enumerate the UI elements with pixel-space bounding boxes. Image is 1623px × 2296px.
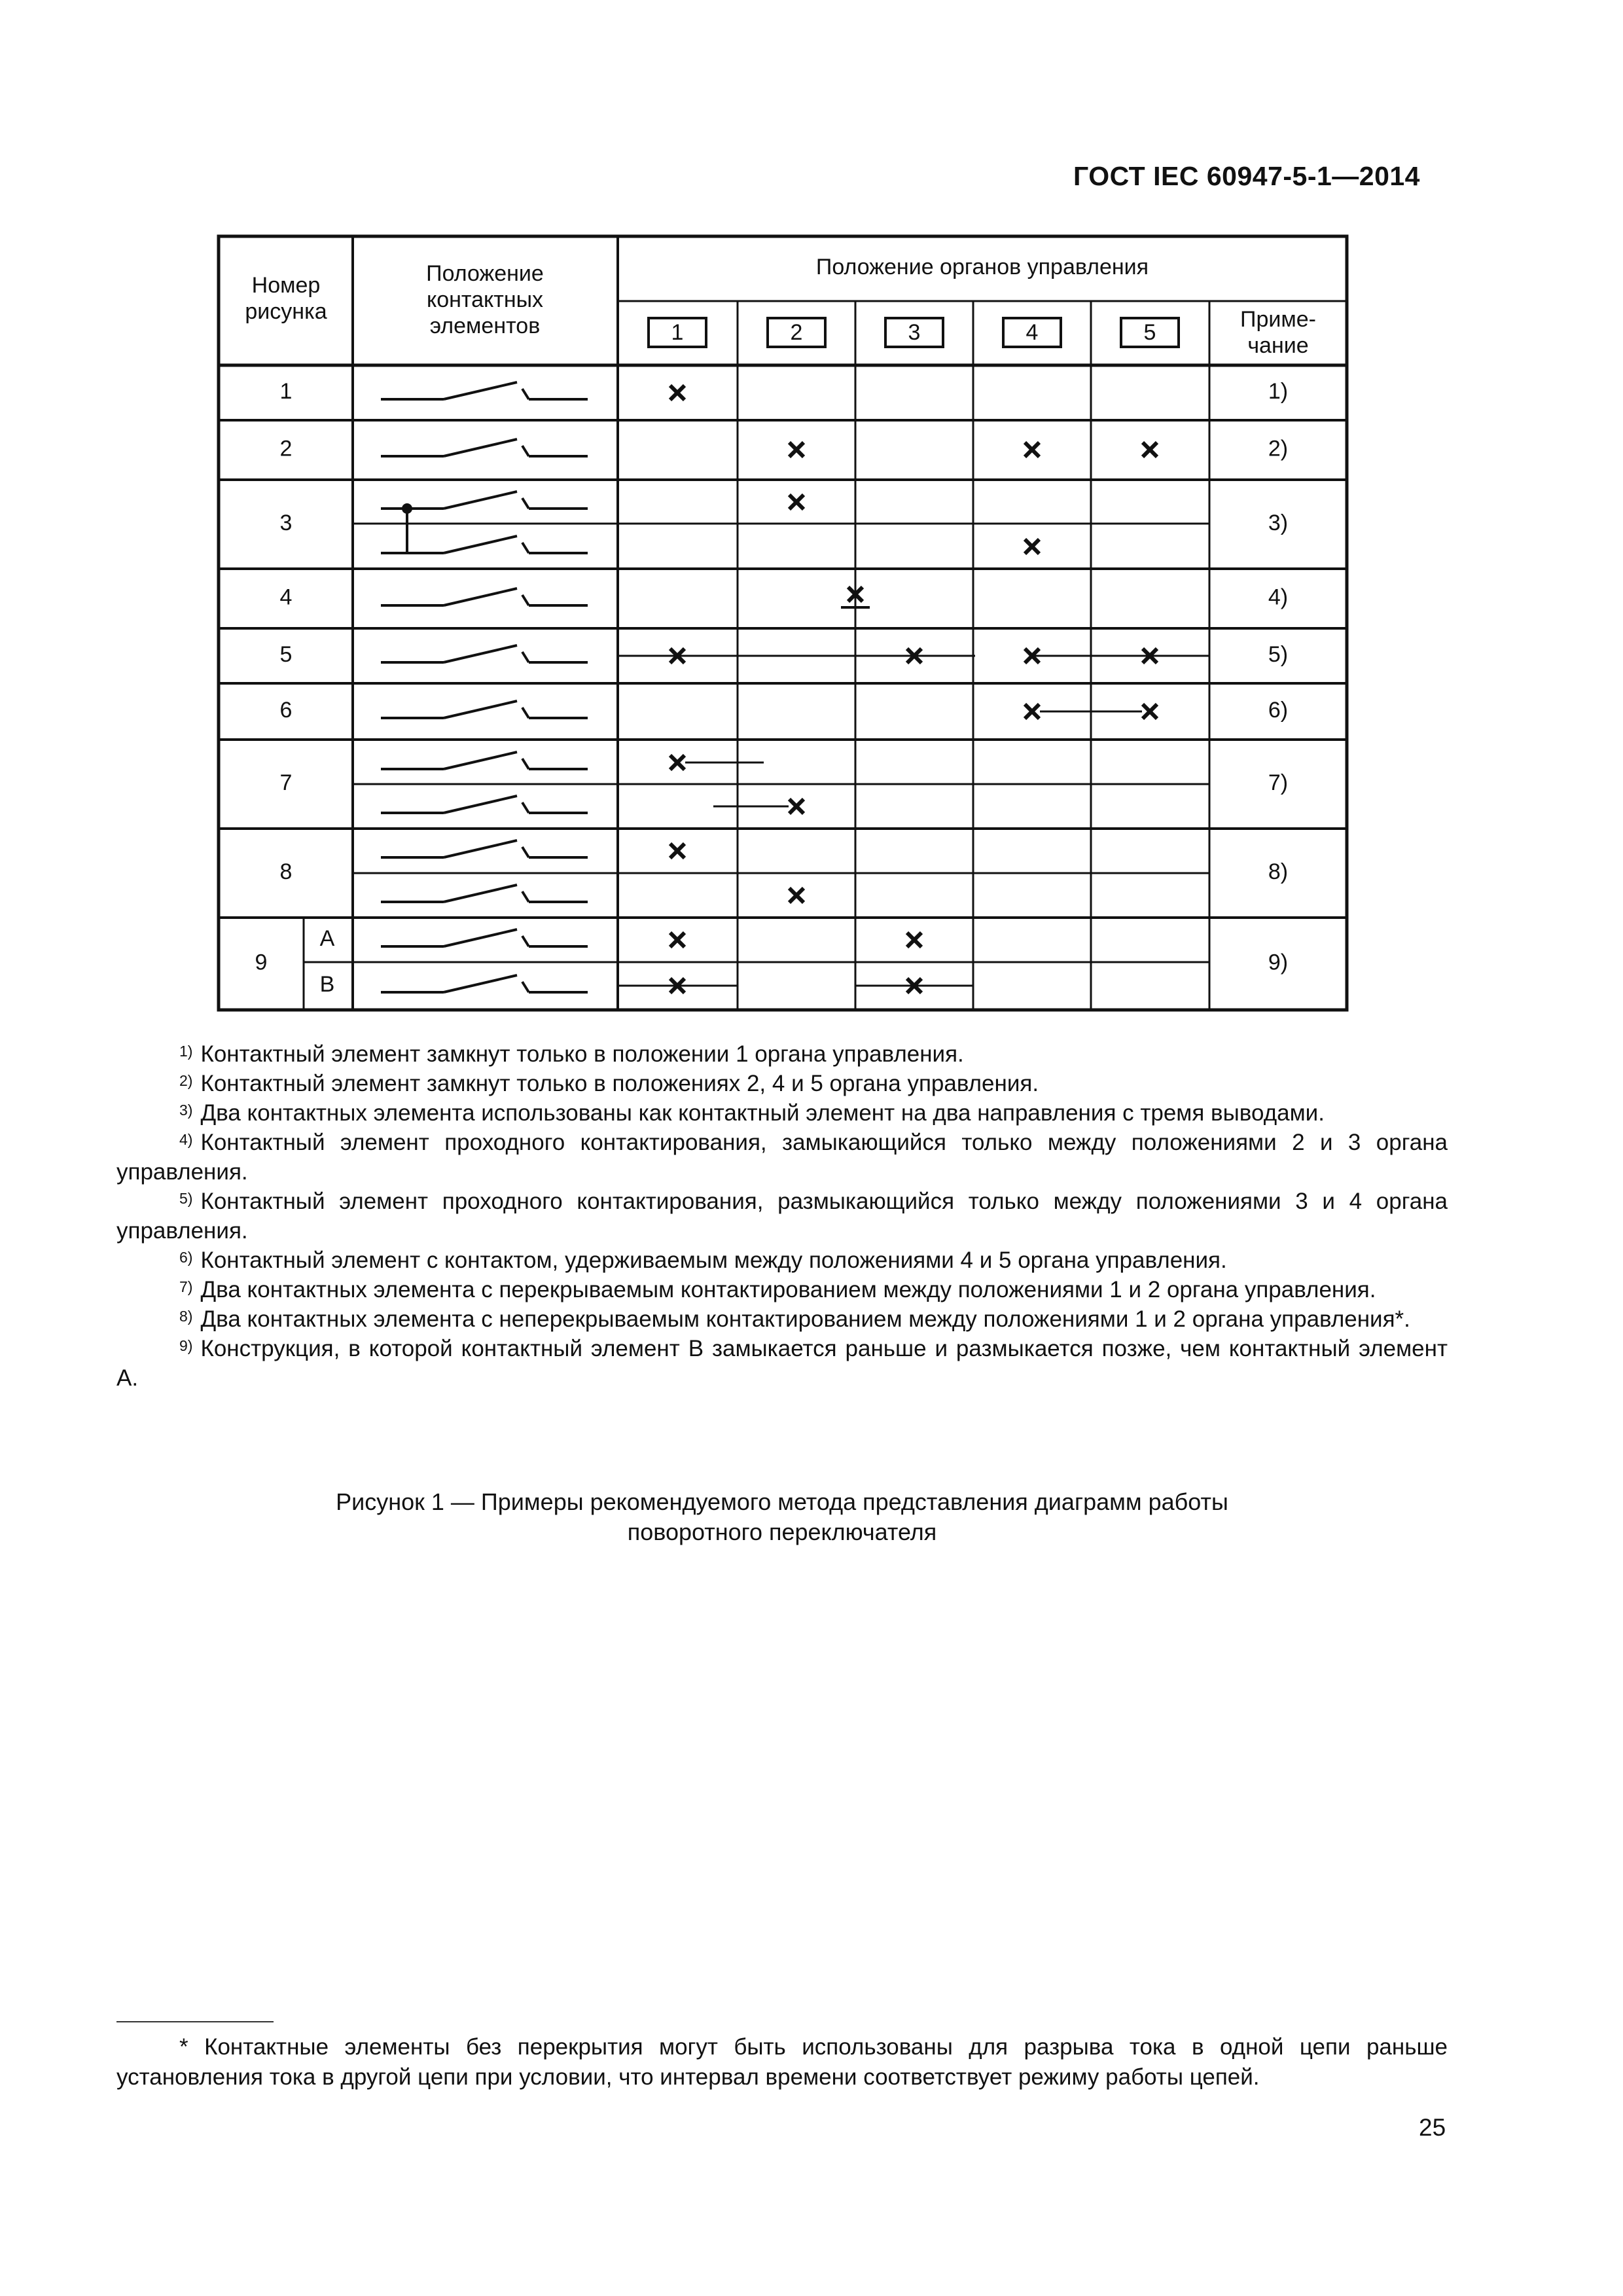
row-number-1: 1 — [279, 378, 293, 404]
contact-symbol — [444, 382, 517, 399]
row-note-5: 5) — [1268, 641, 1289, 667]
contact-symbol — [522, 982, 529, 992]
contact-symbol — [522, 543, 529, 553]
contact-symbol — [522, 498, 529, 509]
row-number-6: 6 — [279, 697, 293, 723]
row-9-sub-a: A — [319, 925, 335, 951]
contact-symbol — [522, 446, 529, 456]
position-label-1: 1 — [671, 319, 684, 345]
row-number-8: 8 — [279, 859, 293, 884]
contact-symbol — [444, 929, 517, 946]
table-border — [219, 236, 1347, 1010]
bottom-footnote: * Контактные элементы без перекрытия могут быть использованы для разрыва тока в одной цепи раньше установления тока в другой цепи при условии, что интервал времени соответствует режиму работы цепей. — [116, 2034, 1448, 2090]
row-number-7: 7 — [279, 770, 293, 795]
row-9-sub-b: B — [319, 971, 335, 997]
row-note-9: 9) — [1268, 950, 1289, 975]
contact-symbol — [444, 701, 517, 718]
row-number-9: 9 — [255, 950, 268, 975]
header-figure-number: Номер — [251, 272, 321, 298]
row-note-6: 6) — [1268, 697, 1289, 723]
header-contact-position: контактных — [426, 287, 544, 312]
header-note: Приме- — [1240, 306, 1316, 332]
caption-line-2: поворотного переключателя — [627, 1518, 937, 1545]
position-label-4: 4 — [1026, 319, 1039, 345]
footnote-5: $^{5)}$ Контактный элемент проходного контактирования, размыкающийся только между положениями 3 и 4 органа управления. — [116, 1189, 1448, 1244]
position-label-5: 5 — [1143, 319, 1156, 345]
figure-caption — [116, 1487, 1448, 1547]
contact-symbol — [444, 975, 517, 992]
row-number-2: 2 — [279, 436, 293, 461]
header-contact-position: элементов — [429, 313, 541, 338]
contact-symbol — [444, 840, 517, 857]
footnotes — [116, 1039, 1448, 1393]
contact-symbol — [522, 891, 529, 902]
footnote-2: $^{2)}$ Контактный элемент замкнут только в положениях 2, 4 и 5 органа управления. — [179, 1071, 1039, 1096]
header-contact-position: Положение — [426, 260, 544, 286]
row-note-2: 2) — [1268, 436, 1289, 461]
contact-symbol — [444, 885, 517, 902]
contact-symbol — [522, 936, 529, 946]
contact-symbol — [522, 389, 529, 399]
footnote-separator — [116, 2021, 274, 2022]
row-number-3: 3 — [279, 510, 293, 535]
row-note-3: 3) — [1268, 510, 1289, 535]
contact-symbol — [444, 439, 517, 456]
caption-line-1: Рисунок 1 — Примеры рекомендуемого метода представления диаграмм работы — [336, 1488, 1228, 1515]
contact-symbol — [444, 645, 517, 662]
row-note-4: 4) — [1268, 584, 1289, 610]
position-label-3: 3 — [908, 319, 921, 345]
document-header: ГОСТ IEC 60947-5-1—2014 — [1073, 161, 1420, 191]
footnote-1: $^{1)}$ Контактный элемент замкнут только в положении 1 органа управления. — [179, 1041, 964, 1067]
page-number: 25 — [1419, 2114, 1446, 2141]
footnote-6: $^{6)}$ Контактный элемент с контактом, удерживаемым между положениями 4 и 5 органа управления. — [179, 1247, 1227, 1273]
row-number-4: 4 — [279, 584, 293, 610]
contact-symbol — [444, 492, 517, 509]
contact-symbol — [444, 536, 517, 553]
contact-symbol — [444, 752, 517, 769]
header-figure-number: рисунка — [245, 298, 327, 324]
position-label-2: 2 — [790, 319, 803, 345]
switching-diagram-table — [0, 0, 1623, 1021]
header-control-positions: Положение органов управления — [815, 254, 1149, 279]
header-note: чание — [1247, 332, 1309, 358]
footnote-4: $^{4)}$ Контактный элемент проходного контактирования, замыкающийся только между положениями 2 и 3 органа управления. — [116, 1130, 1448, 1185]
contact-symbol — [522, 802, 529, 813]
contact-symbol — [522, 759, 529, 769]
row-note-8: 8) — [1268, 859, 1289, 884]
footnote-7: $^{7)}$ Два контактных элемента с перекрываемым контактированием между положениями 1 и 2 органа управления. — [179, 1277, 1376, 1302]
contact-symbol — [522, 652, 529, 662]
contact-symbol — [444, 796, 517, 813]
row-note-1: 1) — [1268, 378, 1289, 404]
contact-symbol — [522, 708, 529, 718]
footnote-3: $^{3)}$ Два контактных элемента использованы как контактный элемент на два направления с тремя выводами. — [179, 1100, 1325, 1126]
footnote-8: $^{8)}$ Два контактных элемента с неперекрываемым контактированием между положениями 1 и 2 органа управления*. — [179, 1306, 1410, 1332]
contact-symbol — [444, 588, 517, 605]
row-note-7: 7) — [1268, 770, 1289, 795]
contact-symbol — [522, 847, 529, 857]
row-number-5: 5 — [279, 641, 293, 667]
contact-symbol — [522, 595, 529, 605]
footnote-9: $^{9)}$ Конструкция, в которой контактный элемент В замыкается раньше и размыкается позже, чем контактный элемент А. — [116, 1336, 1448, 1391]
